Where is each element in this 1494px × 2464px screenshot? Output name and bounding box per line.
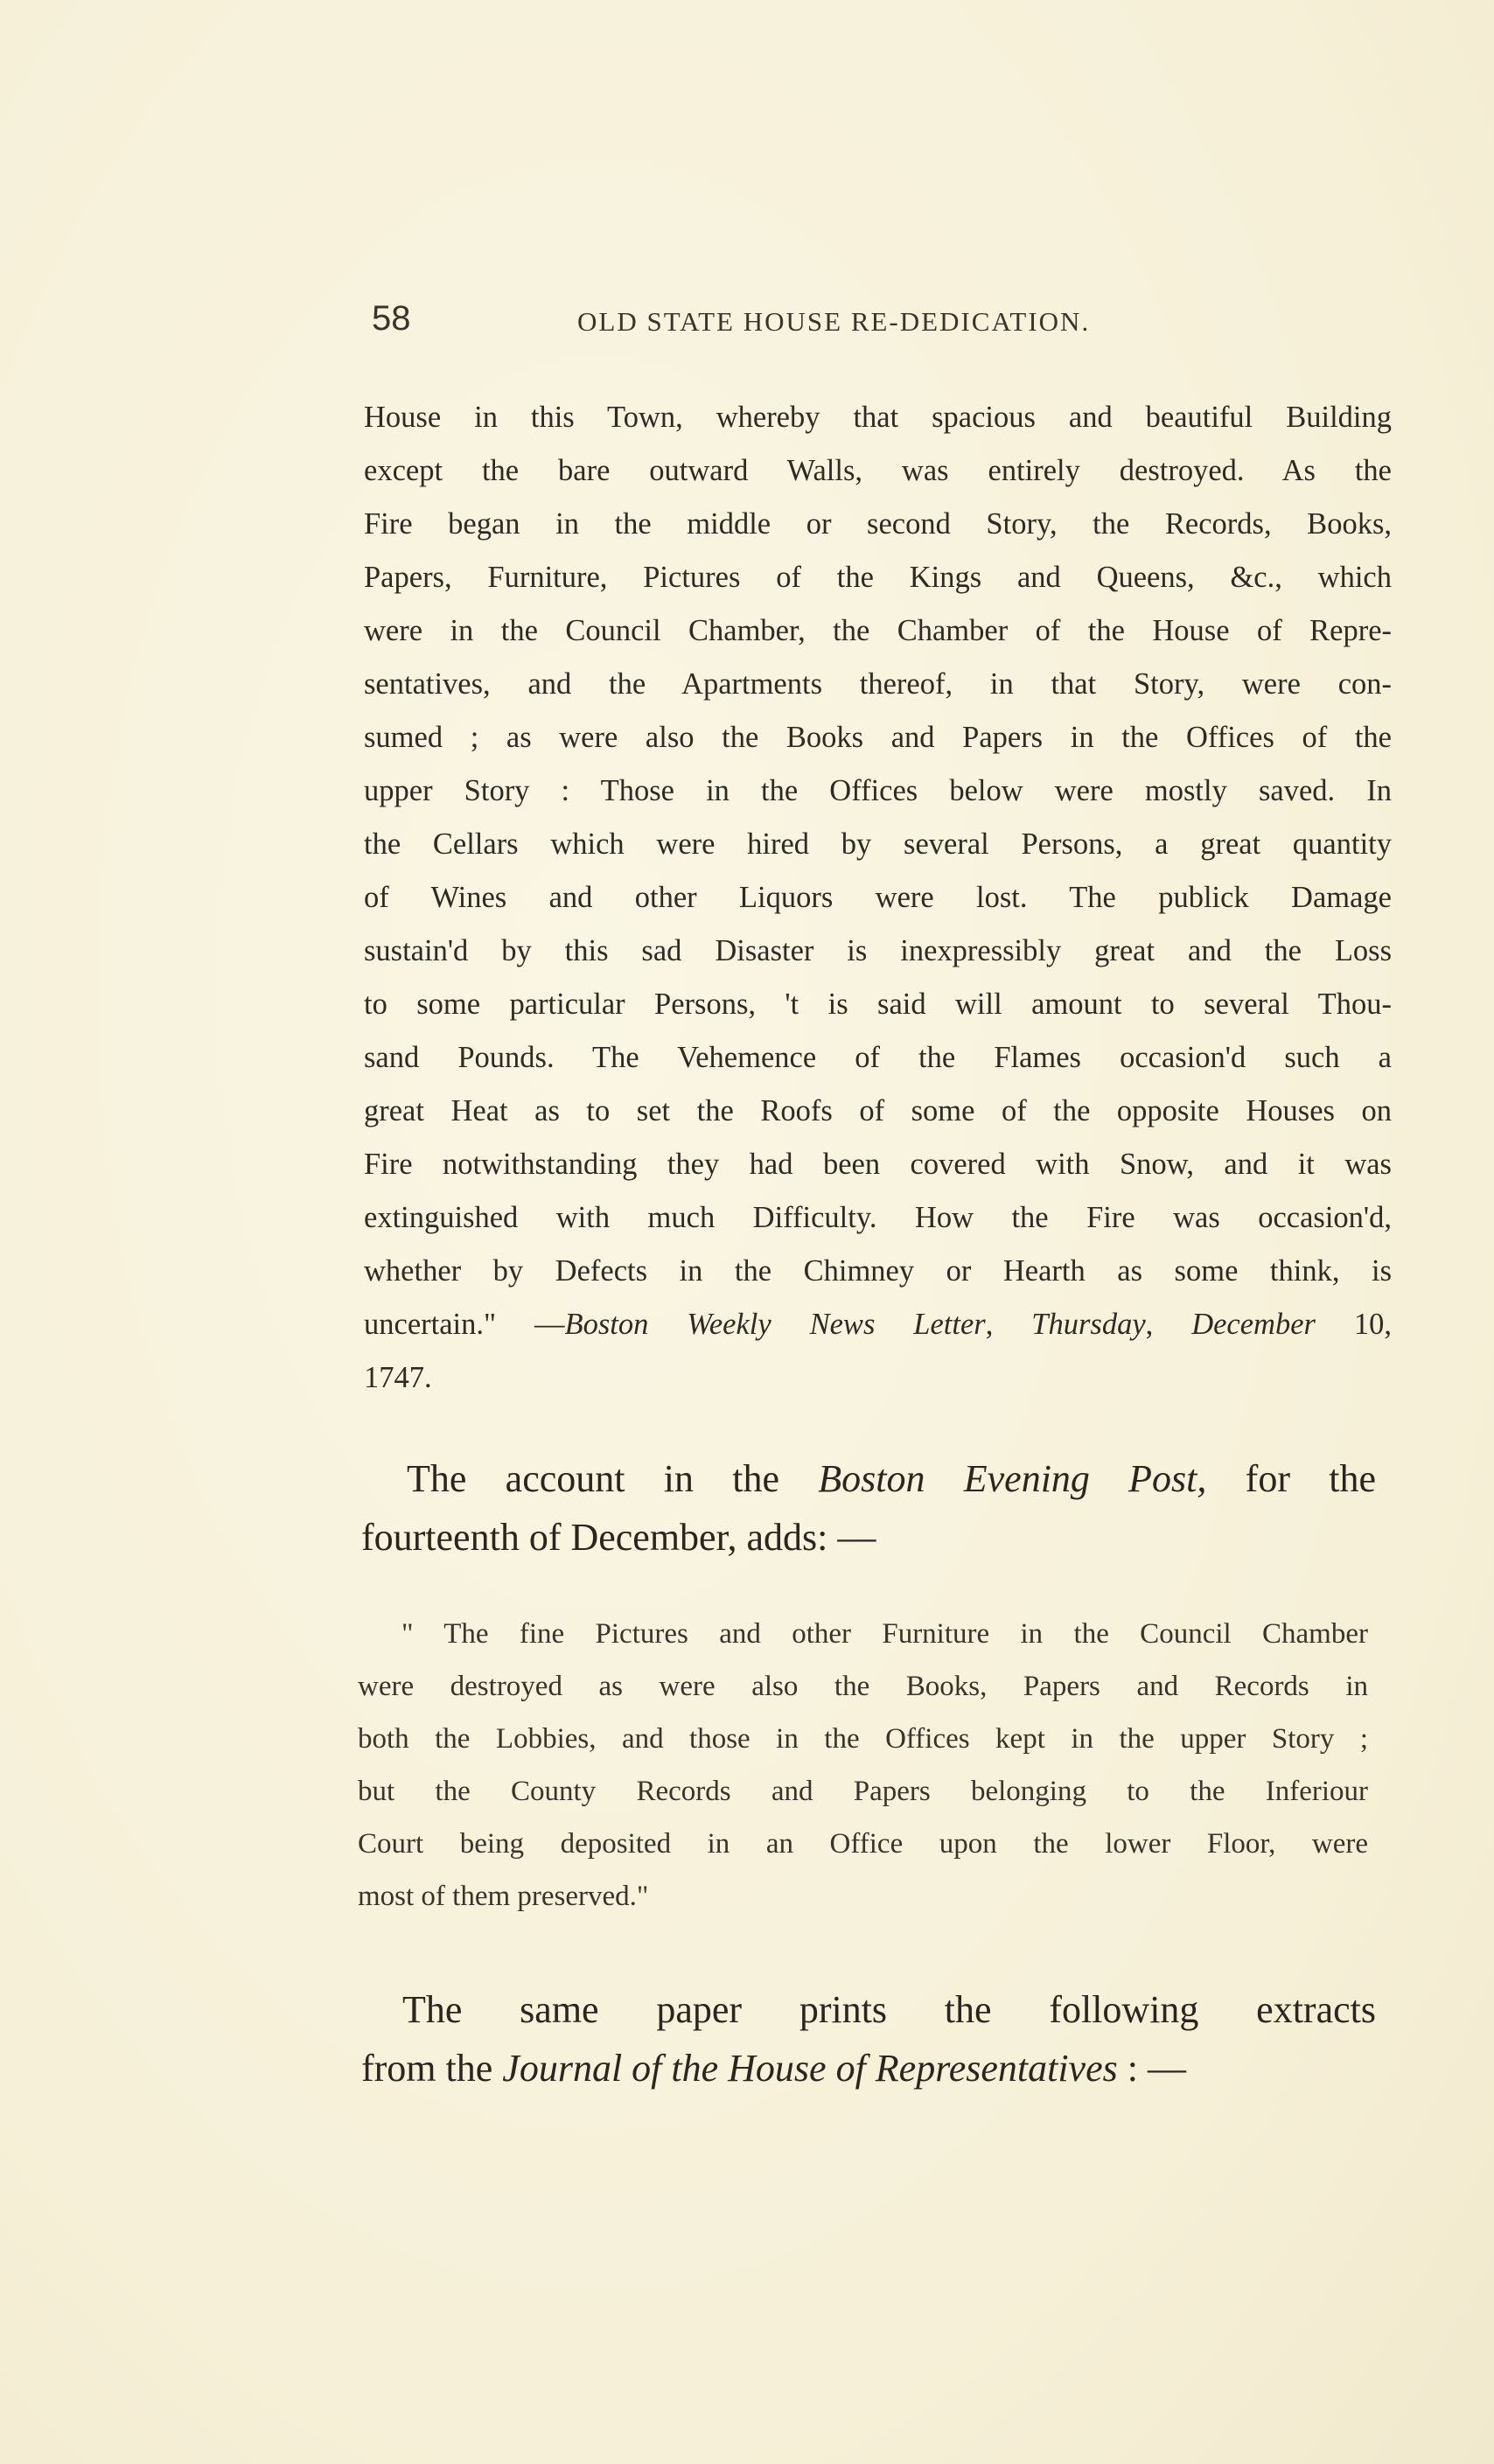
newspaper-title: Boston Evening Post, [818,1457,1207,1500]
body-line: were in the Council Chamber, the Chamber of the House of Repre- [364,614,1392,647]
citation-year: 1747. [364,1361,432,1394]
lead-line: The same paper prints the following extracts [402,1988,1376,2031]
body-line: great Heat as to set the Roofs of some of the opposite Houses on [364,1094,1392,1127]
body-line: extinguished with much Difficulty. How the Fire was occasion'd, [364,1201,1392,1234]
citation-day: Thursday [1031,1308,1146,1341]
lead-line [361,1449,1376,1508]
block-quote [358,1608,1368,1923]
citation-source: Boston Weekly News Letter [564,1308,986,1341]
citation-date: 10, [1315,1308,1393,1341]
quote-line: both the Lobbies, and those in the Offices kept in the upper Story ; [358,1723,1368,1755]
journal-title: Journal of the House of Representatives [502,2047,1118,2090]
quote-line: Court being deposited in an Office upon the lower Floor, were [358,1828,1368,1860]
running-title: OLD STATE HOUSE RE-DEDICATION. [577,306,1091,337]
citation-separator: , [985,1308,1032,1341]
citation-month: December [1191,1308,1316,1341]
body-line: sumed ; as were also the Books and Papers in the Offices of the [364,721,1392,754]
body-line: to some particular Persons, 't is said will amount to several Thou- [364,988,1392,1021]
body-line: whether by Defects in the Chimney or Hearth as some think, is [364,1254,1392,1288]
body-line: the Cellars which were hired by several Persons, a great quantity [364,827,1392,861]
lead-text: from the [361,2047,503,2090]
body-line: sand Pounds. The Vehemence of the Flames occasion'd such a [364,1041,1392,1074]
page-header [372,299,1386,343]
body-line: sentatives, and the Apartments thereof, in that Story, were con- [364,667,1392,701]
lead-text: The account in the [407,1457,819,1500]
body-line: of Wines and other Liquors were lost. The publick Damage [364,881,1392,914]
quote-line: were destroyed as were also the Books, Papers and Records in [358,1671,1368,1702]
lead-paragraph-journal [361,1980,1376,2098]
lead-text: for the [1206,1457,1376,1500]
body-line: sustain'd by this sad Disaster is inexpressibly great and the Loss [364,934,1392,967]
body-line: Papers, Furniture, Pictures of the Kings and Queens, &c., which [364,561,1392,594]
quote-line: most of them preserved." [358,1881,649,1912]
body-line: Fire notwithstanding they had been covered with Snow, and it was [364,1148,1392,1181]
lead-paragraph-evening-post [361,1449,1376,1567]
citation-lead: uncertain." — [364,1308,565,1341]
lead-line: fourteenth of December, adds: — [361,1516,876,1559]
body-text [364,391,1392,1405]
lead-line [361,2039,1376,2098]
body-line: House in this Town, whereby that spacious and beautiful Building [364,401,1392,434]
body-line: except the bare outward Walls, was entirely destroyed. As the [364,454,1392,487]
citation-separator: , [1145,1308,1192,1341]
body-line: Fire began in the middle or second Story, the Records, Books, [364,507,1392,541]
quote-line: " The fine Pictures and other Furniture in the Council Chamber [401,1618,1368,1650]
page-number: 58 [372,299,411,338]
lead-text: : — [1117,2047,1186,2090]
quote-line: but the County Records and Papers belonging to the Inferiour [358,1776,1368,1807]
citation-line [364,1298,1392,1351]
body-line: upper Story : Those in the Offices below were mostly saved. In [364,774,1392,807]
